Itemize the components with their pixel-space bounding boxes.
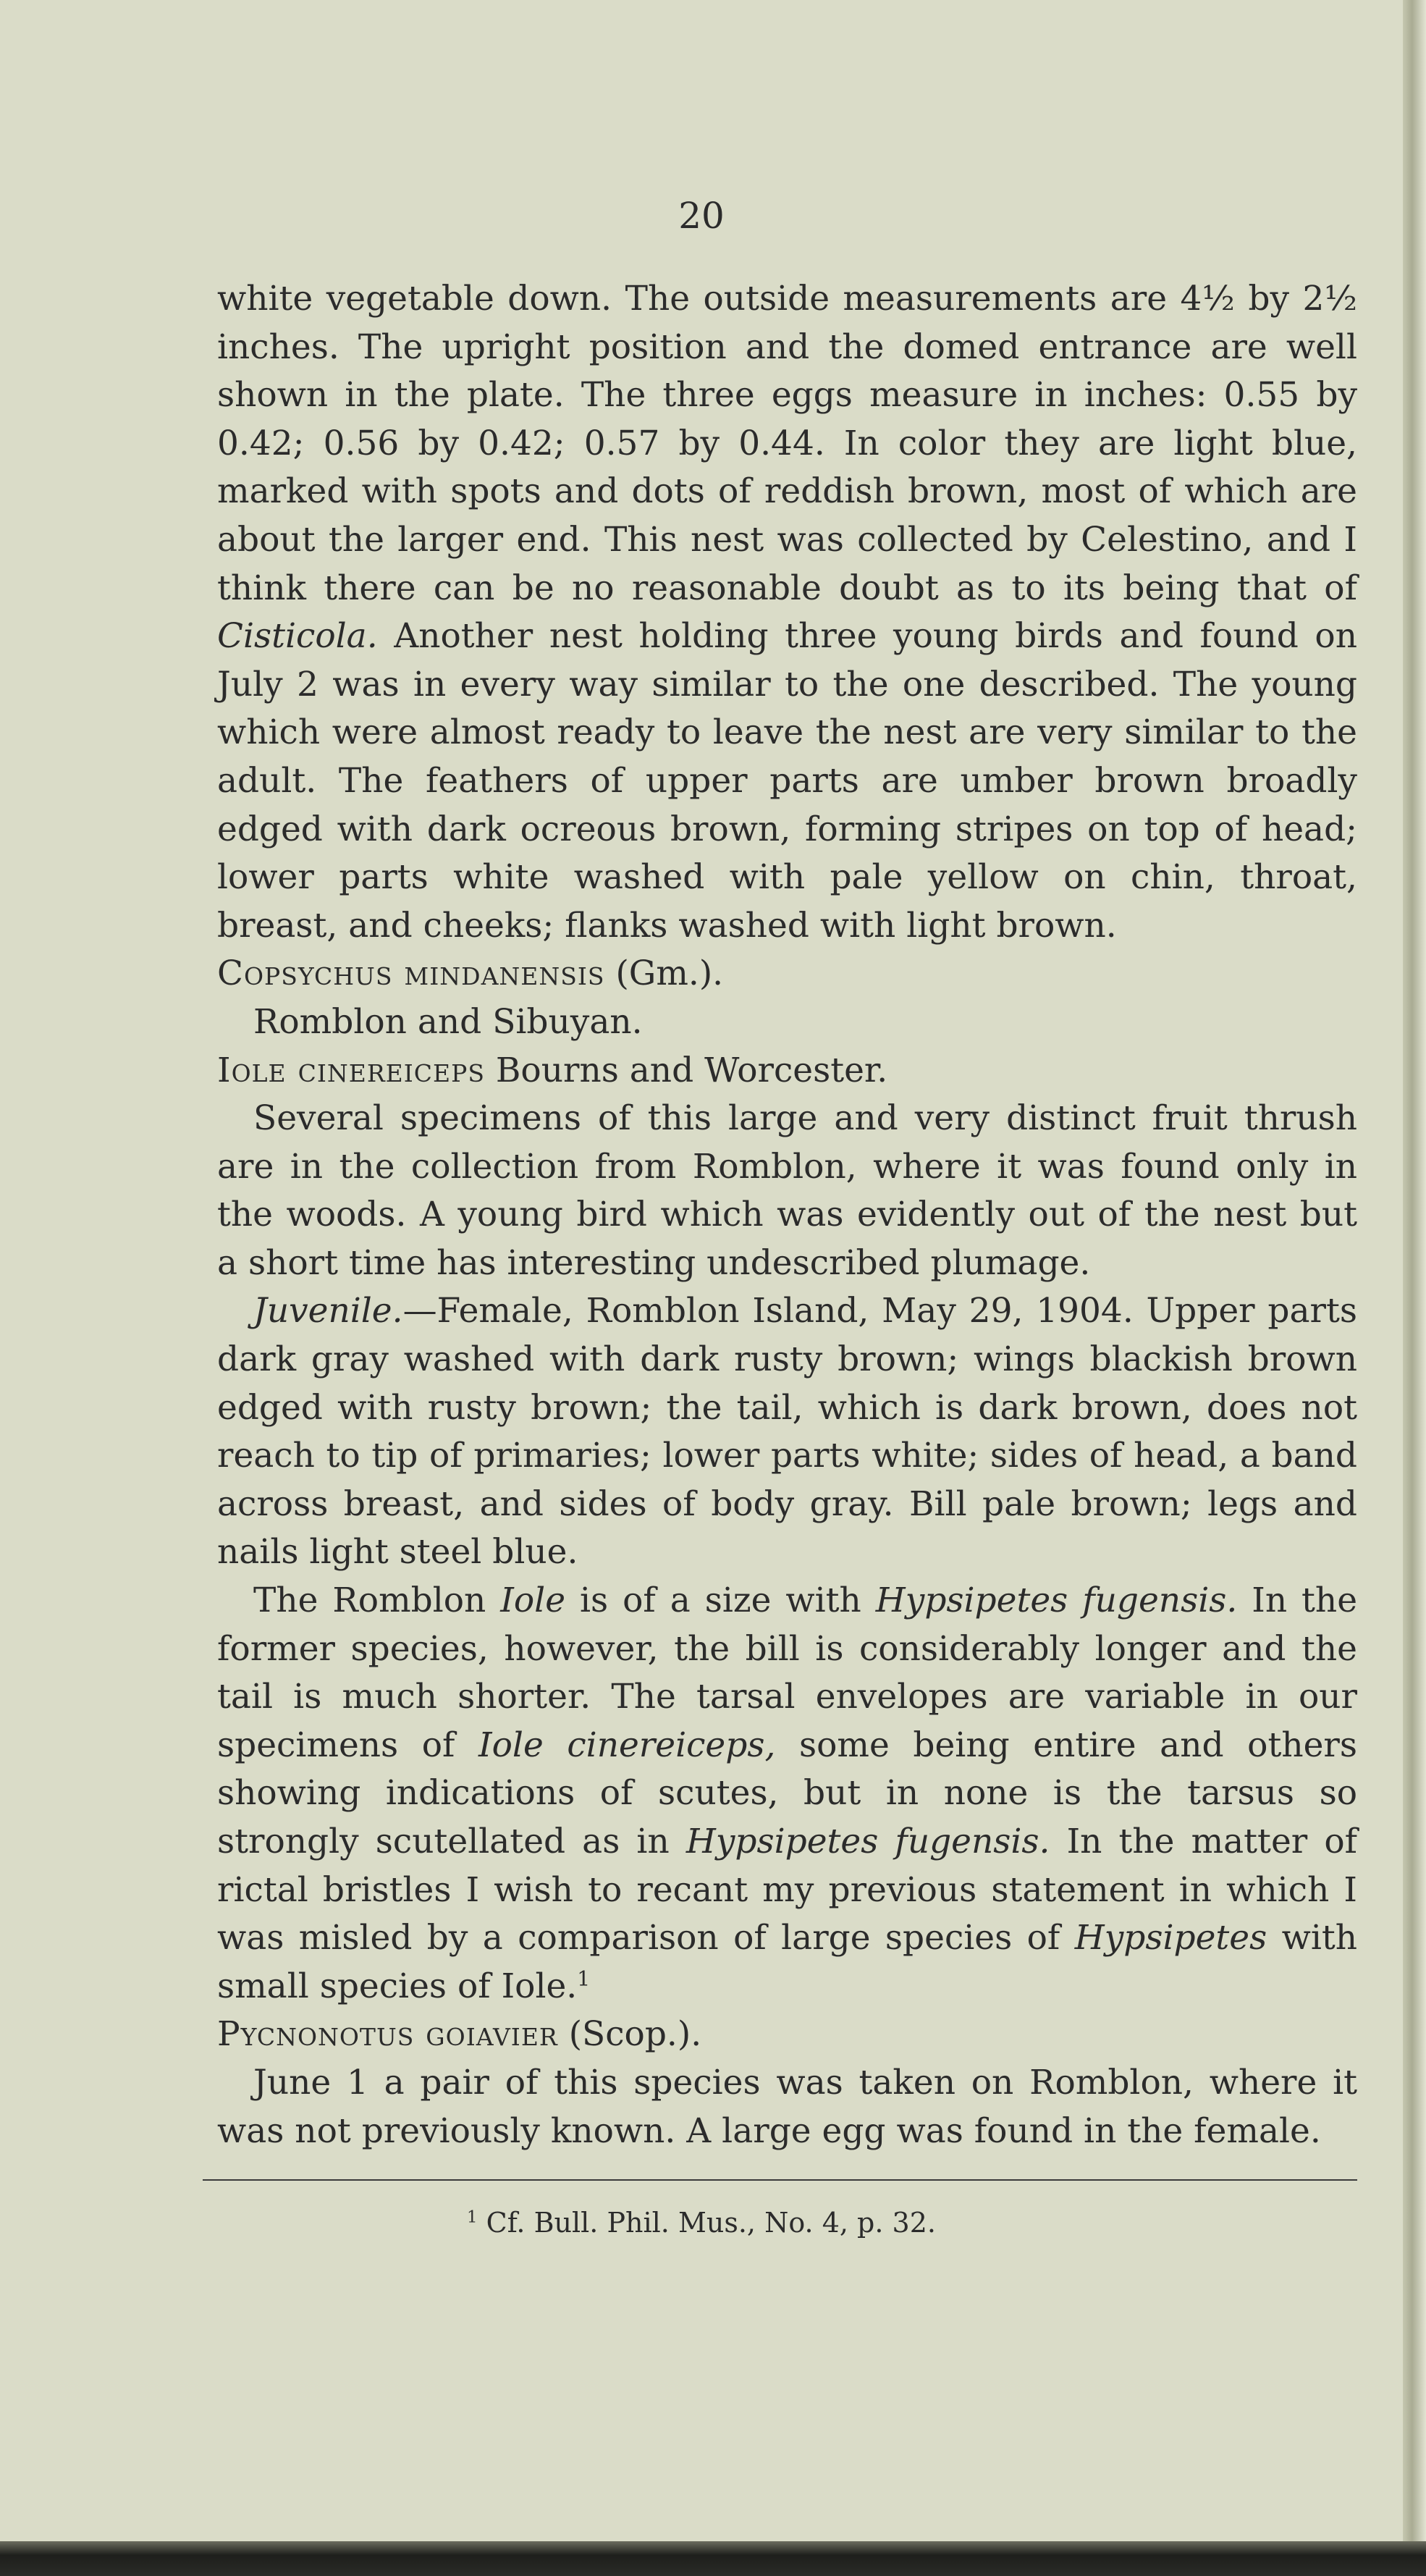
body-text [217,275,1357,2155]
paragraph-pycnonotus: June 1 a pair of this species was taken on Romblon, where it was not previously known. A large egg was found in the female. [217,2062,1357,2151]
paragraph-iole-specimens: Several specimens of this large and very distinct fruit thrush are in the collection from Romblon, where it was found only in the woods. A young bird which was evidently out of the nest but a short time has interesting undescribed plumage. [217,1098,1357,1283]
paragraph-iole-comparison: The Romblon Iole is of a size with Hypsipetes fugensis. In the former species, however, the bill is considerably longer and the tail is much shorter. The tarsal envelopes are variable in our specimens of Iole cinereiceps, some being entire and others showing indications of scutes, but in none is the tarsus so strongly scutellated as in Hypsipetes fugensis. In the matter of rictal bristles I wish to recant my previous statement in which I was misled by a comparison of large species of Hypsipetes with small species of Iole.$^1$ [217,1580,1358,2006]
footnote-rule [203,2179,1357,2181]
footnote-ref: 1 [577,1966,591,1991]
italic-cisticola: Cisticola. [217,616,378,657]
book-spine-edge [1403,0,1426,2576]
page-number: 20 [678,195,725,237]
paragraph-juvenile: Juvenile.—Female, Romblon Island, May 29, 1904. Upper parts dark gray washed with dark rusty brown; wings blackish brown edged with rusty brown; the tail, which is dark brown, does not reach to tip of primaries; lower parts white; sides of head, a band across breast, and sides of body gray. Bill pale brown; legs and nails light steel blue. [217,1291,1357,1573]
footnote: $^1$ Cf. Bull. Phil. Mus., No. 4, p. 32. [467,2207,936,2239]
heading-iole: Iole cinereiceps Bourns and Worcester. [217,1050,888,1090]
scan-bottom-edge [0,2541,1426,2576]
copsychus-locality: Romblon and Sibuyan. [253,1001,643,1042]
heading-copsychus: Copsychus mindanensis (Gm.). [217,954,724,994]
paragraph-nest: white vegetable down. The outside measurements are 4½ by 2½ inches. The upright position and the domed entrance are well shown in the plate. The three eggs measure in inches: 0.55 by 0.42; 0.56 by 0.42; 0.57 by 0.44. In color they are light blue, marked with spots and dots of reddish brown, most of which are about the larger end. This nest was collected by Celestino, and I think there can be no reasonable doubt as to its being that of Cisticola. Another nest holding three young birds and found on July 2 was in every way similar to the one described. The young which were almost ready to leave the nest are very similar to the adult. The feathers of upper parts are umber brown broadly edged with dark ocreous brown, forming stripes on top of head; lower parts white washed with pale yellow on chin, throat, breast, and cheeks; flanks washed with light brown. [217,279,1357,946]
heading-pycnonotus: Pycnonotus goiavier (Scop.). [217,2014,702,2055]
